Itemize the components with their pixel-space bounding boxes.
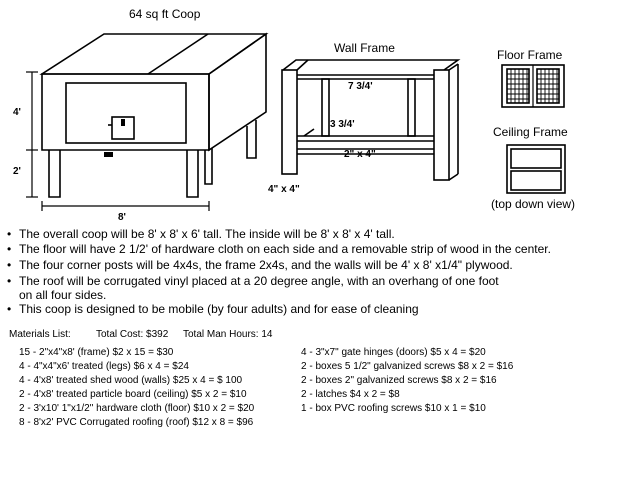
materials-header: Materials List: bbox=[9, 329, 71, 340]
coop-leg bbox=[205, 148, 212, 184]
note-item: • This coop is designed to be mobile (by four adults) and for ease of cleaning bbox=[7, 302, 419, 316]
coop-title: 64 sq ft Coop bbox=[129, 7, 201, 21]
coop-leg bbox=[49, 150, 60, 197]
materials-item: 2 - 4'x8' treated particle board (ceiling) $5 x 2 = $10 bbox=[19, 389, 247, 400]
wall-frame-left-post bbox=[282, 70, 297, 174]
materials-item: 15 - 2"x4"x8' (frame) $2 x 15 = $30 bbox=[19, 347, 174, 358]
materials-item: 1 - box PVC roofing screws $10 x 1 = $10 bbox=[301, 403, 486, 414]
note-item-continuation: on all four sides. bbox=[19, 288, 107, 302]
coop-leg bbox=[187, 150, 198, 197]
wall-frame-stud bbox=[322, 79, 329, 136]
bullet-icon: • bbox=[7, 302, 12, 316]
materials-total-cost: Total Cost: $392 bbox=[96, 329, 169, 340]
floor-frame-title: Floor Frame bbox=[497, 48, 563, 62]
coop-roof-ridge bbox=[148, 34, 208, 74]
materials-item: 2 - 3'x10' 1"x1/2" hardware cloth (floor) $10 x 2 = $20 bbox=[19, 403, 255, 414]
ceiling-frame-drawing bbox=[507, 145, 565, 193]
materials-item: 4 - 4"x4"x6' treated (legs) $6 x 4 = $24 bbox=[19, 361, 189, 372]
note-item: • The four corner posts will be 4x4s, the frame 2x4s, and the walls will be 4' x 8' x1/4" plywood. bbox=[7, 258, 513, 272]
wall-frame-post-dimension: 4" x 4" bbox=[268, 184, 300, 195]
bullet-icon: • bbox=[7, 274, 12, 288]
coop-side-wall bbox=[209, 34, 266, 150]
materials-item: 2 - latches $4 x 2 = $8 bbox=[301, 389, 400, 400]
note-item: • The floor will have 2 1/2' of hardware cloth on each side and a removable strip of wood in the center. bbox=[7, 242, 551, 256]
coop-width-label: 8' bbox=[118, 212, 126, 223]
coop-leg bbox=[247, 120, 256, 158]
coop-roof bbox=[42, 34, 266, 74]
wall-frame-bottom-dimension: 2" x 4" bbox=[344, 149, 376, 160]
wall-frame-top-edge bbox=[283, 60, 458, 70]
ceiling-frame-title: Ceiling Frame bbox=[493, 125, 568, 139]
coop-door-panel bbox=[66, 83, 186, 143]
bullet-icon: • bbox=[7, 227, 12, 241]
wall-frame-drawing bbox=[282, 60, 458, 180]
coop-height-top-label: 4' bbox=[13, 107, 21, 118]
wall-frame-middle-dimension: 3 3/4' bbox=[330, 119, 355, 130]
wall-frame-top-dimension: 7 3/4' bbox=[348, 81, 373, 92]
ceiling-frame-note: (top down view) bbox=[491, 197, 576, 211]
note-item: • The overall coop will be 8' x 8' x 6' tall. The inside will be 8' x 8' x 4' tall. bbox=[7, 227, 395, 241]
note-item: • The roof will be corrugated vinyl placed at a 20 degree angle, with an overhang of one foot bbox=[7, 274, 499, 288]
materials-item: 2 - boxes 2" galvanized screws $8 x 2 = $16 bbox=[301, 375, 497, 386]
materials-item: 4 - 4'x8' treated shed wood (walls) $25 x 4 = $ 100 bbox=[19, 375, 243, 386]
coop-drawing bbox=[26, 34, 266, 211]
bullet-icon: • bbox=[7, 242, 12, 256]
wall-frame-stud bbox=[408, 79, 415, 136]
materials-total-hours: Total Man Hours: 14 bbox=[183, 329, 273, 340]
materials-item: 8 - 8'x2' PVC Corrugated roofing (roof) $12 x 8 = $96 bbox=[19, 417, 254, 428]
wall-frame-title: Wall Frame bbox=[334, 41, 395, 55]
wall-frame-right-post bbox=[434, 70, 449, 180]
materials-item: 2 - boxes 5 1/2" galvanized screws $8 x 2 = $16 bbox=[301, 361, 514, 372]
coop-height-bottom-label: 2' bbox=[13, 166, 21, 177]
bullet-icon: • bbox=[7, 258, 12, 272]
materials-item: 4 - 3"x7" gate hinges (doors) $5 x 4 = $20 bbox=[301, 347, 486, 358]
